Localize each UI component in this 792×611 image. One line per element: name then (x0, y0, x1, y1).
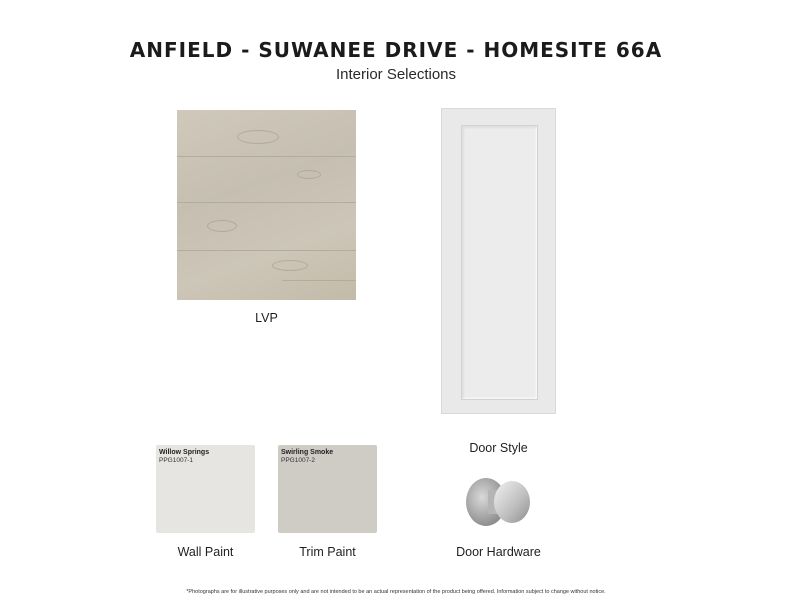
page-subtitle: Interior Selections (335, 66, 457, 83)
wood-grain (237, 130, 279, 144)
door-panel (461, 125, 538, 400)
door-knob-image (464, 474, 532, 530)
plank-seam (177, 156, 356, 157)
wood-knot (207, 220, 237, 232)
wall-paint-chip-name: Willow Springs (159, 449, 210, 456)
wall-paint-chip-code: PPG1007-1 (159, 457, 193, 464)
disclaimer-text: *Photographs are for illustrative purposes only and are not intended to be an actual representation of the product being offered. Information subject to change without notice. (186, 589, 606, 595)
plank-seam (177, 250, 356, 251)
plank-seam (282, 280, 356, 281)
plank-seam (177, 202, 356, 203)
page-title: ANFIELD - SUWANEE DRIVE - HOMESITE 66A (129, 38, 663, 62)
trim-paint-label: Trim Paint (299, 545, 356, 559)
wall-paint-chip (156, 445, 255, 533)
trim-paint-chip (278, 445, 377, 533)
trim-paint-chip-code: PPG1007-2 (281, 457, 315, 464)
wood-grain (272, 260, 308, 271)
trim-paint-chip-name: Swirling Smoke (281, 449, 334, 456)
wood-knot (297, 170, 321, 179)
door-style-label: Door Style (469, 441, 528, 455)
door-hardware-label: Door Hardware (456, 545, 541, 559)
lvp-swatch-image (177, 110, 356, 300)
knob-cap (494, 481, 530, 523)
wall-paint-label: Wall Paint (177, 545, 234, 559)
door-style-image (441, 108, 556, 414)
lvp-label: LVP (255, 311, 278, 325)
